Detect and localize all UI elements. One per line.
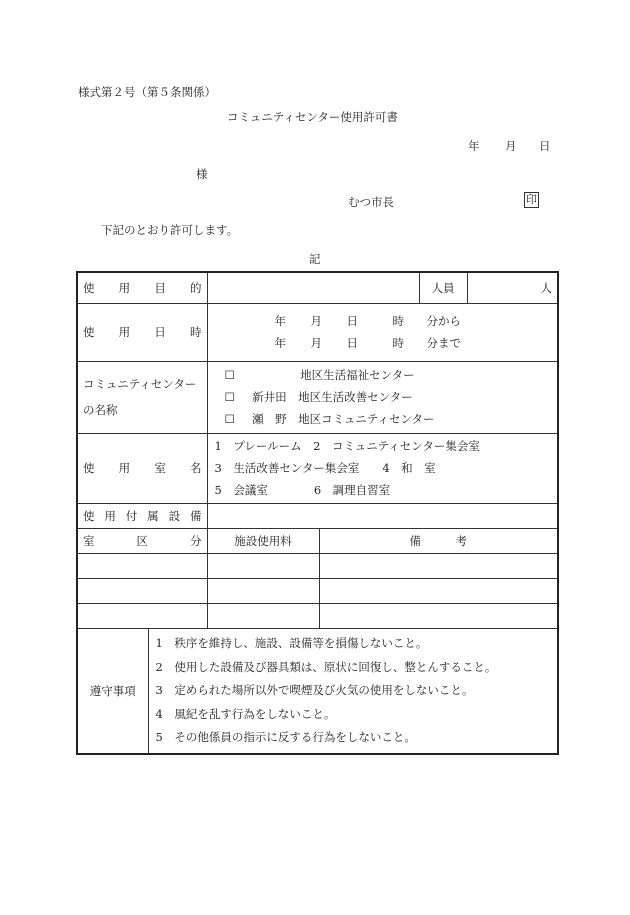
room-options-line: 1 プレールーム 2 コミュニティセンター集会室	[214, 439, 480, 453]
facility-name: 新井田 地区生活改善センター	[252, 390, 413, 404]
date-month-label: 月	[505, 139, 517, 153]
room-label: 使 用 室 名	[83, 461, 202, 475]
rule-item: 5 その他係員の指示に反する行為をしないこと。	[155, 730, 416, 744]
fee-input[interactable]	[207, 553, 319, 578]
facility-option[interactable]	[213, 386, 553, 408]
datetime-label: 使 用 日 時	[83, 325, 202, 339]
checkbox-icon[interactable]: ☐	[224, 368, 235, 382]
rules-label: 遵守事項	[77, 628, 148, 754]
purpose-row	[77, 272, 558, 303]
datetime-input[interactable]	[207, 303, 558, 361]
fee-row	[77, 578, 558, 603]
facility-option[interactable]	[213, 408, 553, 430]
fee-row	[77, 553, 558, 578]
rule-item: 2 使用した設備及び器具類は、原状に回復し、整とんすること。	[155, 659, 497, 674]
seal-mark: 印	[526, 193, 537, 206]
rule-item: 1 秩序を維持し、施設、設備等を損傷しないこと。	[155, 636, 428, 650]
fee-input[interactable]	[207, 603, 319, 628]
checkbox-icon[interactable]: ☐	[224, 390, 235, 404]
fee-row	[77, 603, 558, 628]
purpose-label: 使 用 目 的	[83, 280, 202, 295]
category-input[interactable]	[77, 603, 207, 628]
rules-list	[148, 628, 558, 754]
form-number: 様式第２号（第５条関係）	[78, 85, 216, 99]
remarks-input[interactable]	[319, 553, 558, 578]
permit-table	[76, 271, 559, 755]
rule-item: 4 風紀を乱す行為をしないこと。	[155, 706, 336, 721]
category-input[interactable]	[77, 553, 207, 578]
purpose-label-cell	[77, 272, 207, 303]
persons-unit[interactable]: 人	[467, 272, 558, 303]
persons-label: 人員	[419, 272, 467, 303]
facility-options	[207, 361, 558, 433]
datetime-row	[77, 303, 558, 361]
equipment-row	[77, 503, 558, 528]
room-label-cell	[77, 433, 207, 503]
document-title: コミュニティセンター使用許可書	[227, 110, 398, 124]
checkbox-icon[interactable]: ☐	[224, 412, 235, 426]
addressee-suffix: 様	[196, 167, 208, 181]
room-options[interactable]	[207, 433, 558, 503]
datetime-label-cell	[77, 303, 207, 361]
date-year-label: 年	[468, 139, 480, 153]
category-input[interactable]	[77, 578, 207, 603]
purpose-input[interactable]	[207, 272, 419, 303]
category-label-cell	[77, 528, 207, 553]
facility-name: 瀬 野 地区コミュニティセンター	[252, 412, 435, 426]
record-label: 記	[309, 252, 321, 266]
fee-input[interactable]	[207, 578, 319, 603]
date-day-label: 日	[539, 139, 551, 153]
fee-label: 施設使用料	[207, 528, 319, 553]
equipment-label-cell	[77, 503, 207, 528]
category-label: 室 区 分	[83, 533, 202, 548]
remarks-input[interactable]	[319, 578, 558, 603]
center-name-label-cell	[77, 361, 207, 433]
room-options-line: 3 生活改善センター集会室 4 和 室	[214, 461, 436, 475]
fee-header-row	[77, 528, 558, 553]
equipment-input[interactable]	[207, 503, 558, 528]
datetime-from: 年 月 日 時 分から	[274, 314, 461, 328]
intro-text: 下記のとおり許可します。	[101, 223, 239, 237]
remarks-label: 備 考	[319, 528, 558, 553]
rule-item: 3 定められた場所以外で喫煙及び火気の使用をしないこと。	[155, 683, 474, 697]
remarks-input[interactable]	[319, 603, 558, 628]
rules-row	[77, 628, 558, 754]
room-row	[77, 433, 558, 503]
equipment-label: 使 用 付 属 設 備	[83, 508, 202, 523]
center-label-line2: の名称	[83, 403, 118, 417]
issuer-name: むつ市長	[348, 195, 394, 209]
facility-name: 地区生活福祉センター	[300, 368, 415, 382]
facility-option[interactable]	[213, 364, 553, 386]
room-options-line: 5 会議室 6 調理自習室	[214, 483, 391, 497]
center-name-row	[77, 361, 558, 433]
center-label-line1: コミュニティセンター	[83, 377, 197, 391]
datetime-to: 年 月 日 時 分まで	[274, 336, 461, 350]
